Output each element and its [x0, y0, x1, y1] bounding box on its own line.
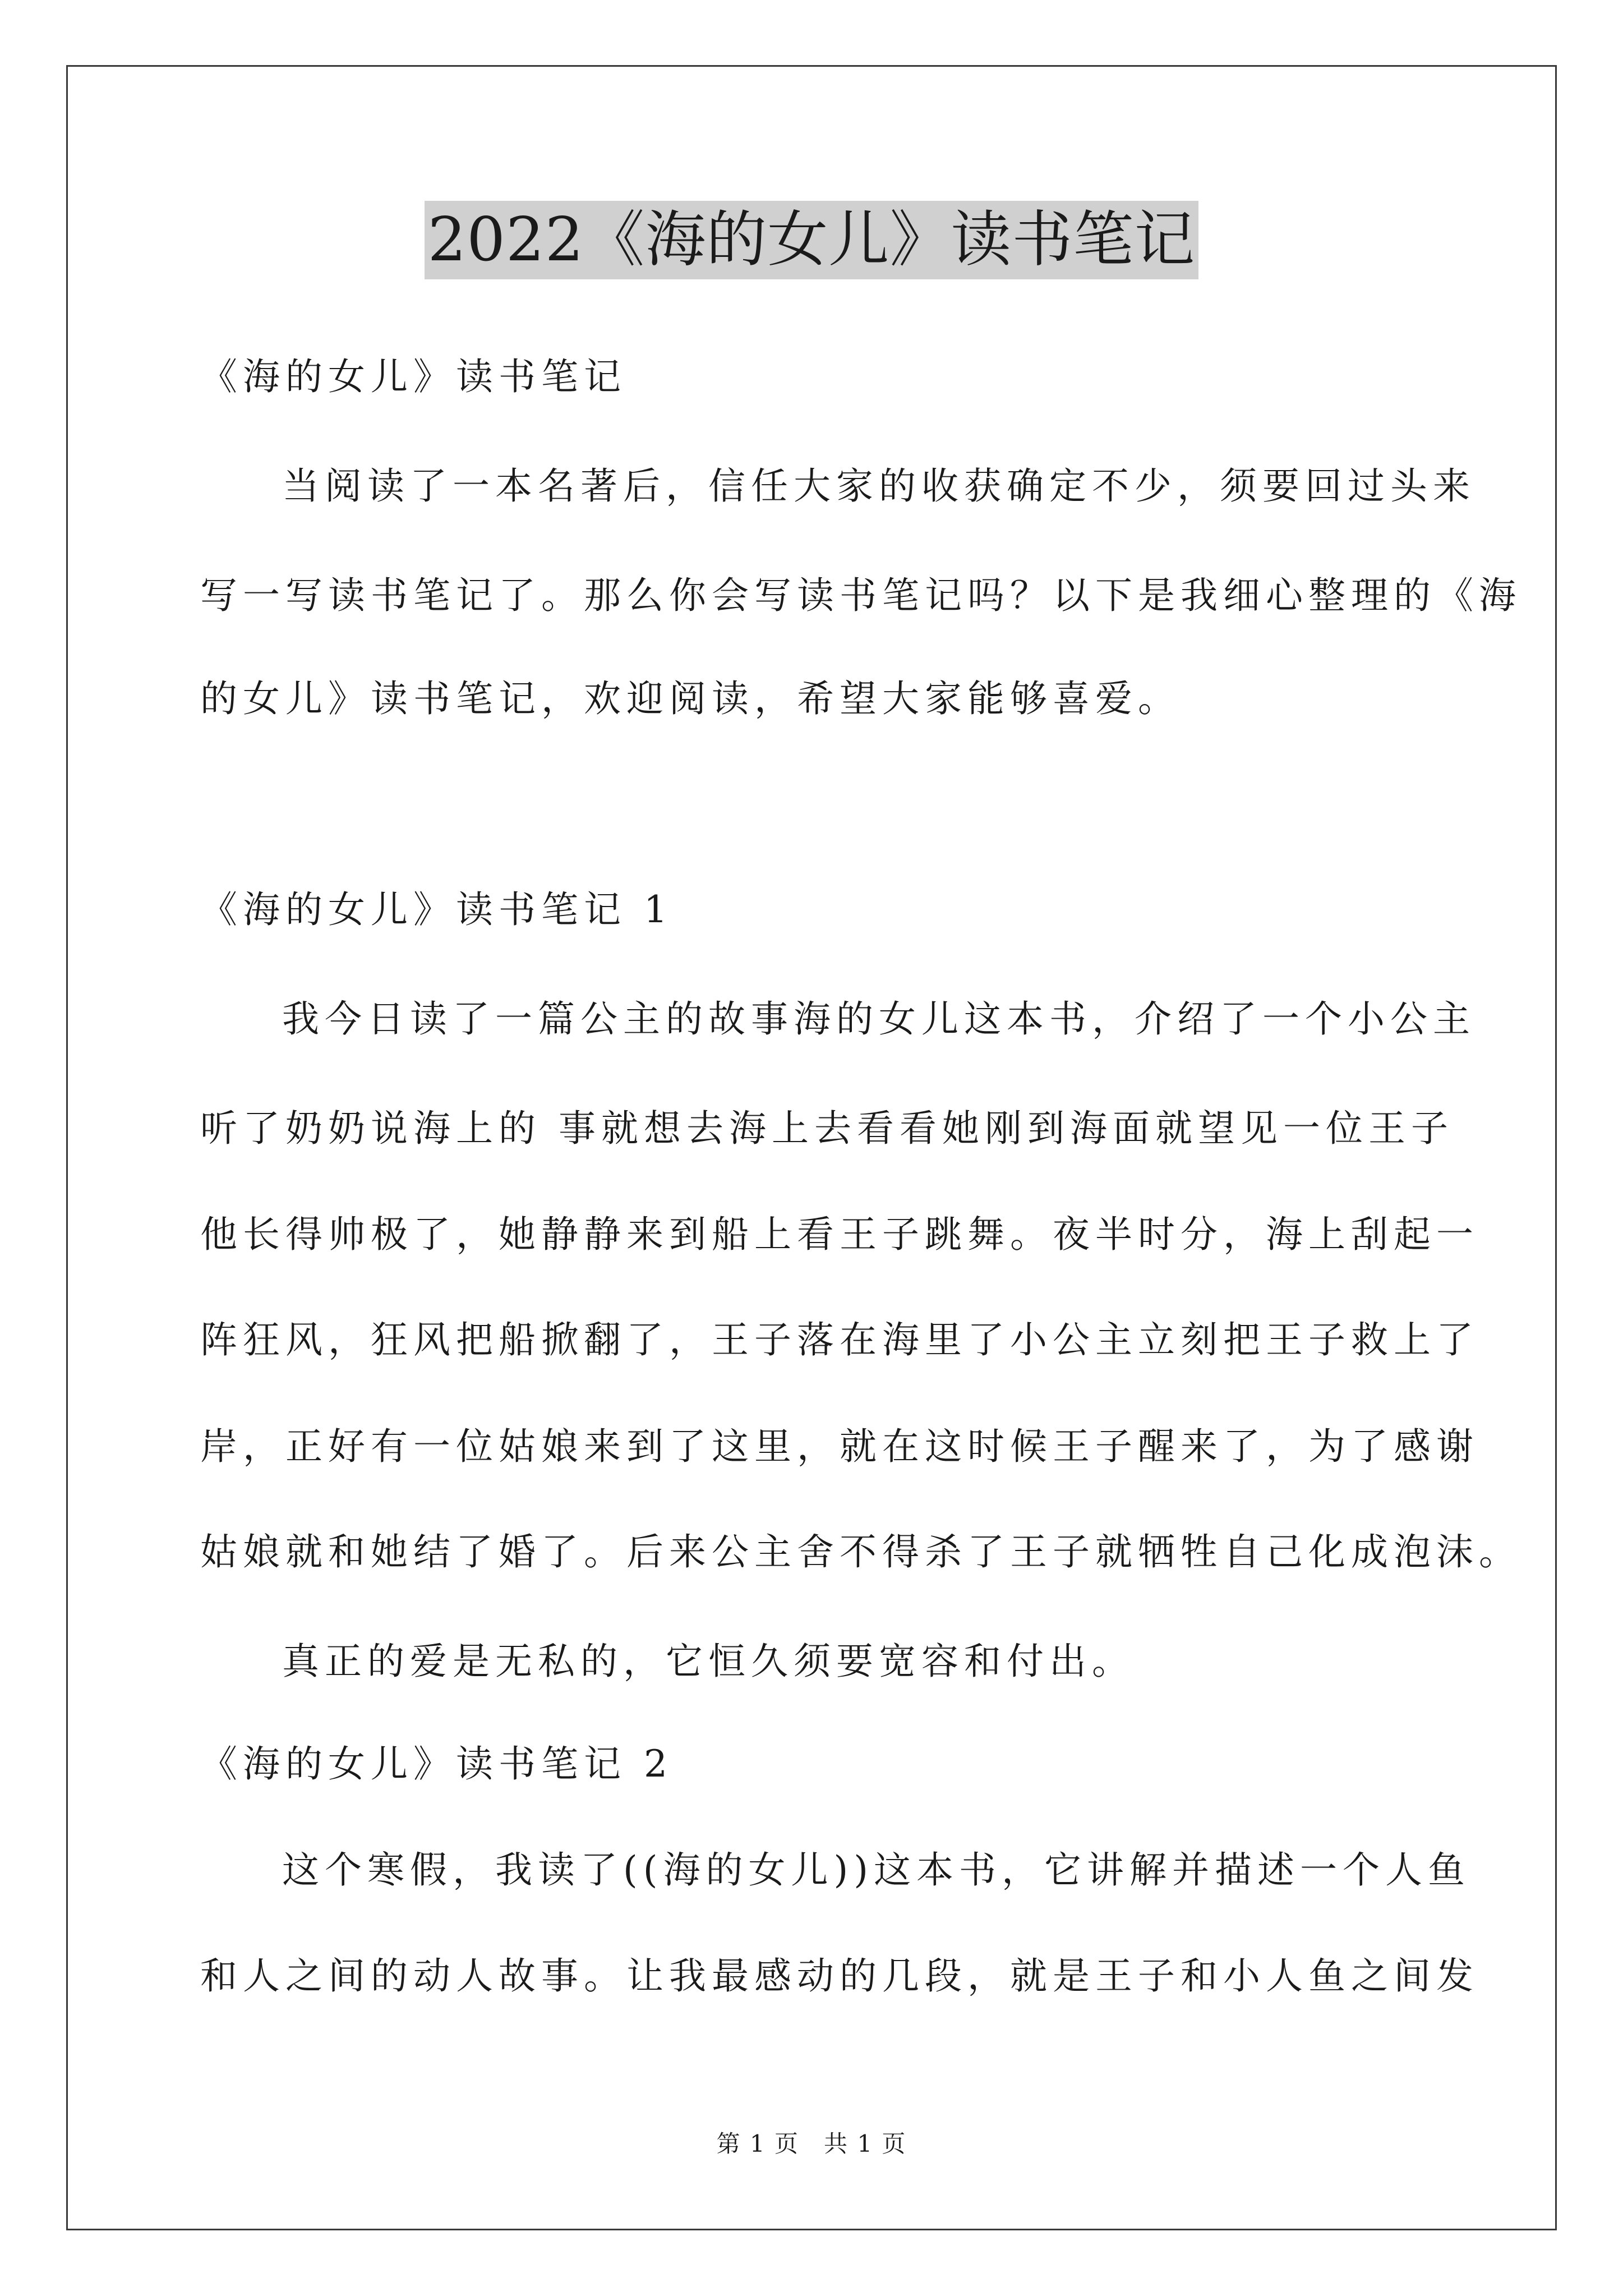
section1-closing: 真正的爱是无私的，它恒久须要宽容和付出。 — [282, 1640, 1135, 1683]
section1-line: 听了奶奶说海上的 事就想去海上去看看她刚到海面就望见一位王子 — [200, 1107, 1454, 1150]
intro-line: 写一写读书笔记了。那么你会写读书笔记吗？以下是我细心整理的《海 — [200, 574, 1521, 617]
section2-line: 和人之间的动人故事。让我最感动的几段，就是王子和小人鱼之间发 — [200, 1954, 1479, 1998]
title-block — [0, 201, 1623, 279]
section1-line: 我今日读了一篇公主的故事海的女儿这本书，介绍了一个小公主 — [282, 997, 1476, 1041]
section1-line: 他长得帅极了，她静静来到船上看王子跳舞。夜半时分，海上刮起一 — [200, 1213, 1479, 1256]
section1-line: 阵狂风，狂风把船掀翻了，王子落在海里了小公主立刻把王子救上了 — [200, 1318, 1479, 1361]
section1-heading: 《海的女儿》读书笔记 1 — [200, 888, 673, 931]
intro-heading: 《海的女儿》读书笔记 — [200, 355, 626, 398]
intro-line: 的女儿》读书笔记，欢迎阅读，希望大家能够喜爱。 — [200, 677, 1181, 720]
page-footer: 第 1 页 共 1 页 — [716, 2130, 907, 2157]
section1-line: 岸，正好有一位姑娘来到了这里，就在这时候王子醒来了，为了感谢 — [200, 1425, 1479, 1468]
section1-line: 姑娘就和她结了婚了。后来公主舍不得杀了王子就牺牲自己化成泡沫。 — [200, 1530, 1521, 1573]
intro-line: 当阅读了一本名著后，信任大家的收获确定不少，须要回过头来 — [282, 464, 1476, 508]
section2-heading: 《海的女儿》读书笔记 2 — [200, 1742, 673, 1786]
section2-line: 这个寒假，我读了((海的女儿))这本书，它讲解并描述一个人鱼 — [282, 1848, 1470, 1892]
document-title: 2022《海的女儿》读书笔记 — [425, 201, 1199, 279]
